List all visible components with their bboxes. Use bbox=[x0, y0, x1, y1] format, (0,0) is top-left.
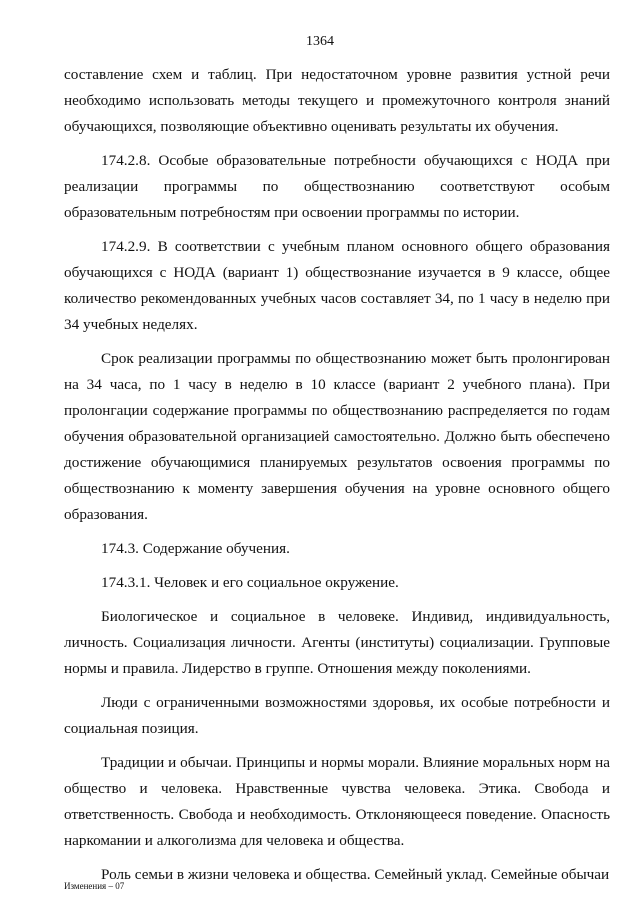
paragraph: Традиции и обычаи. Принципы и нормы морали. Влияние моральных норм на общество и человека. Нравственные чувства человека. Этика. Свобода и ответственность. Свобода и необходимость. Отклоняющееся поведение. Опасность наркомании и алкоголизма для человека и общества. bbox=[64, 754, 610, 849]
paragraph: Биологическое и социальное в человеке. Индивид, индивидуальность, личность. Социализация личности. Агенты (институты) социализации. Групповые нормы и правила. Лидерство в группе. Отношения между поколениями. bbox=[64, 608, 610, 677]
paragraph: 174.2.8. Особые образовательные потребности обучающихся с НОДА при реализации программы по обществознанию соответствуют особым образовательным потребностям при освоении программы по истории. bbox=[64, 152, 610, 221]
section-heading: 174.3. Содержание обучения. bbox=[101, 540, 290, 557]
page-number: 1364 bbox=[306, 34, 334, 49]
paragraph: Роль семьи в жизни человека и общества. Семейный уклад. Семейные обычаи bbox=[101, 866, 610, 883]
paragraph: Срок реализации программы по обществознанию может быть пролонгирован на 34 часа, по 1 часу в неделю в 10 классе (вариант 2 учебного плана). При пролонгации содержание программы по обществознанию распределяется по годам обучения образовательной организацией самостоятельно. Должно быть обеспечено достижение обучающимися планируемых результатов освоения программы по обществознанию к моменту завершения обучения на уровне основного общего образования. bbox=[64, 350, 610, 523]
paragraph: 174.2.9. В соответствии с учебным планом основного общего образования обучающихся с НОДА (вариант 1) обществознание изучается в 9 классе, общее количество рекомендованных учебных часов составляет 34, по 1 часу в неделю при 34 учебных неделях. bbox=[64, 238, 610, 333]
footer-revision: Изменения – 07 bbox=[64, 881, 125, 891]
document-body bbox=[64, 62, 610, 888]
paragraph: Люди с ограниченными возможностями здоровья, их особые потребности и социальная позиция. bbox=[64, 694, 610, 737]
subsection-heading: 174.3.1. Человек и его социальное окружение. bbox=[101, 574, 399, 591]
paragraph: составление схем и таблиц. При недостаточном уровне развития устной речи необходимо использовать методы текущего и промежуточного контроля знаний обучающихся, позволяющие объективно оценивать результаты их обучения. bbox=[64, 66, 610, 135]
